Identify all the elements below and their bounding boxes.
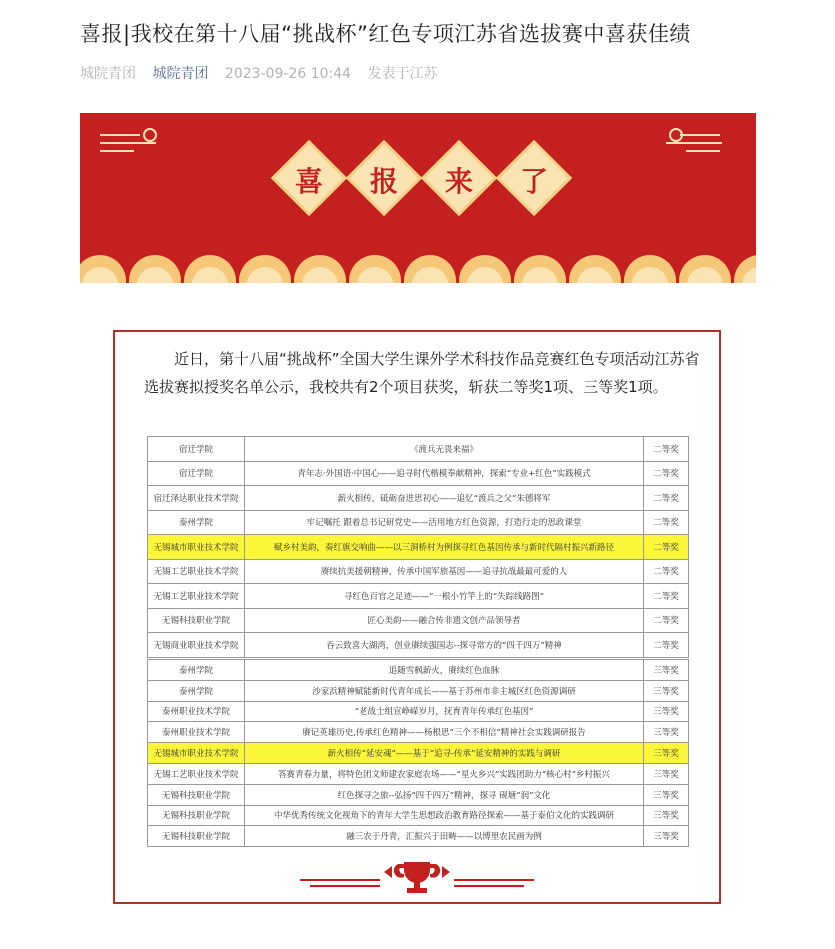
project-cell: 答赛青春力量，将特色团文师建农家庭农场——“星火乡兴”实践团助力“核心村”乡村振兴 (245, 763, 644, 784)
project-cell: 中华优秀传统文化视角下的青年大学生思想政治教育路径探索——基于泰伯文化的实践调研 (245, 805, 644, 826)
table-row (148, 784, 689, 805)
school-cell: 无锡科技职业学院 (148, 784, 245, 805)
award-cell: 三等奖 (644, 722, 689, 743)
article-meta (80, 63, 450, 83)
award-cell: 三等奖 (644, 660, 689, 681)
table-row (148, 510, 689, 535)
award-cell: 三等奖 (644, 680, 689, 701)
award-cell: 二等奖 (644, 535, 689, 560)
project-cell: 融三农于丹青，汇振兴于田畴——以博里农民画为例 (245, 826, 644, 847)
school-cell: 泰州学院 (148, 660, 245, 681)
table-row (148, 743, 689, 764)
school-cell: 无锡城市职业技术学院 (148, 535, 245, 560)
school-cell: 无锡工艺职业技术学院 (148, 584, 245, 609)
banner-char: 来 (444, 165, 473, 198)
project-cell: 赓续抗美援朝精神，传承中国军旅基因——追寻抗战最最可爱的人 (245, 559, 644, 584)
school-cell: 泰州学院 (148, 680, 245, 701)
project-cell: 寻红色百官之足迹——“一根小竹竿上的“失踪线路图” (245, 584, 644, 609)
award-cell: 二等奖 (644, 461, 689, 486)
article-title: 喜报|我校在第十八届“挑战杯”红色专项江苏省选拔赛中喜获佳绩 (80, 22, 691, 46)
project-cell: 沙家浜精神赋能新时代青年成长——基于苏州市非主城区红色资源调研 (245, 680, 644, 701)
table-row (148, 437, 689, 462)
school-cell: 泰州职业技术学院 (148, 722, 245, 743)
school-cell: 泰州学院 (148, 510, 245, 535)
award-cell: 二等奖 (644, 633, 689, 658)
project-cell: 赋乡村美韵，奏红旗交响曲——以三洞桥村为例探寻红色基因传承与新时代隔村振兴新路径 (245, 535, 644, 560)
table-row (148, 559, 689, 584)
school-cell: 无锡科技职业学院 (148, 805, 245, 826)
banner-char: 喜 (294, 165, 323, 198)
project-cell: “老战士组宣峥嵘岁月，抚育青年传承红色基因” (245, 701, 644, 722)
project-cell: 追随雪枫薪火，赓续红色血脉 (245, 660, 644, 681)
award-cell: 二等奖 (644, 437, 689, 462)
table-row (148, 680, 689, 701)
table-row (148, 763, 689, 784)
project-cell: 匠心美韵——融合传非遗文创产品领导者 (245, 608, 644, 633)
school-cell: 泰州职业技术学院 (148, 701, 245, 722)
trophy-divider (300, 856, 534, 896)
project-cell: 牢记嘱托 跟着总书记研党史——活用地方红色资源，打造行走的思政课堂 (245, 510, 644, 535)
award-cell: 三等奖 (644, 784, 689, 805)
table-row (148, 805, 689, 826)
award-cell: 二等奖 (644, 486, 689, 511)
award-cell: 三等奖 (644, 805, 689, 826)
table-row (148, 461, 689, 486)
table-row (148, 584, 689, 609)
award-cell: 二等奖 (644, 559, 689, 584)
project-cell: 赓记英雄历史,传承红色精神——杨根思“三个不相信”精神社会实践调研报告 (245, 722, 644, 743)
school-cell: 无锡商业职业技术学院 (148, 633, 245, 658)
school-cell: 无锡城市职业技术学院 (148, 743, 245, 764)
award-cell: 二等奖 (644, 510, 689, 535)
school-cell: 无锡科技职业学院 (148, 608, 245, 633)
award-cell: 三等奖 (644, 763, 689, 784)
project-cell: 吞云致喜大湖湾，创业赓续强国志--探寻常方的“四千四万”精神 (245, 633, 644, 658)
school-cell: 宿迁泽达职业技术学院 (148, 486, 245, 511)
source-label: 城院青团 (80, 66, 136, 82)
table-row (148, 633, 689, 658)
project-cell: 青年志·外国语·中国心——追寻时代楷模奉献精神，探索“专业+红色”实践模式 (245, 461, 644, 486)
school-cell: 宿迁学院 (148, 437, 245, 462)
table-row (148, 722, 689, 743)
project-cell: 《渡兵无畏来福》 (245, 437, 644, 462)
banner-char: 报 (369, 165, 398, 198)
project-cell: 薪火相传“延安魂”——基于“追寻-传承”延安精神的实践与调研 (245, 743, 644, 764)
award-cell: 三等奖 (644, 701, 689, 722)
trophy-icon (394, 862, 440, 893)
award-cell: 三等奖 (644, 743, 689, 764)
award-cell: 二等奖 (644, 584, 689, 609)
school-cell: 无锡科技职业学院 (148, 826, 245, 847)
publish-time: 2023-09-26 10:44 (224, 66, 352, 82)
school-cell: 无锡工艺职业技术学院 (148, 763, 245, 784)
intro-paragraph: 近日，第十八届“挑战杯”全国大学生课外学术科技作品竞赛红色专项活动江苏省选拔赛拟授奖名单公示，我校共有2个项目获奖，斩获二等奖1项、三等奖1项。 (144, 350, 700, 396)
school-cell: 宿迁学院 (148, 461, 245, 486)
banner-char: 了 (519, 165, 548, 198)
account-link[interactable]: 城院青团 (152, 66, 209, 82)
banner-image (80, 113, 756, 283)
table-row (148, 535, 689, 560)
table-row (148, 701, 689, 722)
school-cell: 无锡工艺职业技术学院 (148, 559, 245, 584)
publish-location: 发表于江苏 (367, 66, 438, 82)
project-cell: 薪火相传，砥砺奋进思初心——追忆“渡兵之父”朱德将军 (245, 486, 644, 511)
table-row (148, 486, 689, 511)
table-row (148, 608, 689, 633)
third-prize-table (147, 659, 689, 847)
table-row (148, 660, 689, 681)
award-cell: 三等奖 (644, 826, 689, 847)
table-row (148, 826, 689, 847)
project-cell: 红色探寻之旅--弘扬“四千四万”精神，探寻 砚塘“润”文化 (245, 784, 644, 805)
award-cell: 二等奖 (644, 608, 689, 633)
second-prize-table (147, 436, 689, 658)
